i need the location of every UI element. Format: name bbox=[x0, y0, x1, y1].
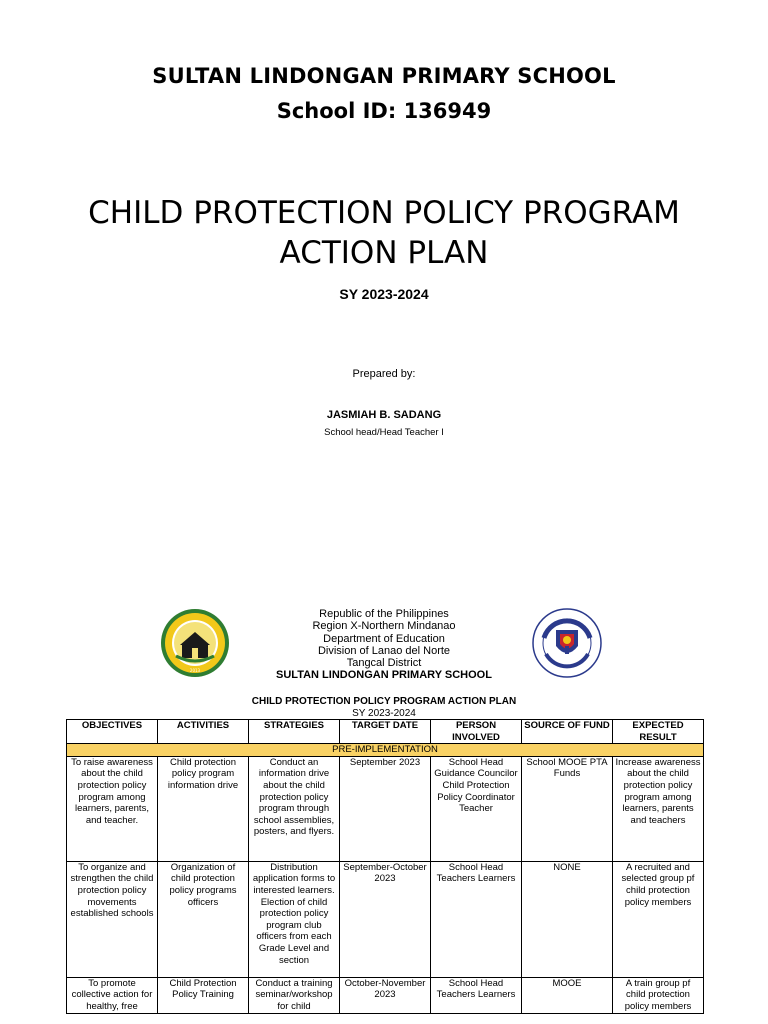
cell-strategies: Distribution application forms to interested learners. Election of child protection policy program club officers from each Grade Level and section bbox=[249, 861, 340, 977]
letterhead-line-5: Tangcal District bbox=[346, 657, 422, 670]
table-row bbox=[67, 756, 704, 861]
letterhead-line-1: Republic of the Philippines bbox=[319, 608, 449, 620]
school-year: SY 2023-2024 bbox=[339, 286, 429, 302]
letterhead-line-2: Region X-Northern Mindanao bbox=[312, 620, 456, 633]
column-header-objectives: OBJECTIVES bbox=[67, 720, 158, 744]
cell-person-involved: School Head Teachers Learners bbox=[431, 977, 522, 1013]
cell-source-of-fund: MOOE bbox=[522, 977, 613, 1013]
phase-row bbox=[67, 744, 704, 757]
letterhead-school: SULTAN LINDONGAN PRIMARY SCHOOL bbox=[276, 669, 492, 682]
preparer-name: JASMIAH B. SADANG bbox=[326, 409, 442, 421]
column-header-target-date: TARGET DATE bbox=[340, 720, 431, 744]
column-header-source-of-fund: SOURCE OF FUND bbox=[522, 720, 613, 744]
cell-person-involved: School Head Guidance Councilor Child Protection Policy Coordinator Teacher bbox=[431, 756, 522, 861]
cell-target-date: September 2023 bbox=[340, 756, 431, 861]
preparer-role: School head/Head Teacher I bbox=[324, 427, 444, 438]
cell-expected-result: A recruited and selected group pf child protection policy members bbox=[613, 861, 704, 977]
phase-label: PRE-IMPLEMENTATION bbox=[67, 744, 704, 757]
cell-activities: Organization of child protection policy programs officers bbox=[158, 861, 249, 977]
table-row bbox=[67, 861, 704, 977]
cell-activities: Child protection policy program information drive bbox=[158, 756, 249, 861]
cell-strategies: Conduct an information drive about the child protection policy program through school assemblies, posters, and flyers. bbox=[249, 756, 340, 861]
svg-text:2013: 2013 bbox=[189, 668, 201, 673]
cell-objectives: To promote collective action for healthy, free bbox=[67, 977, 158, 1013]
table-header-row bbox=[67, 720, 704, 744]
document-title-line2: ACTION PLAN bbox=[279, 235, 489, 271]
letterhead-line-3: Department of Education bbox=[323, 632, 445, 645]
cell-expected-result: Increase awareness about the child protection policy program among learners, parents and teachers bbox=[613, 756, 704, 861]
plan-title: CHILD PROTECTION POLICY PROGRAM ACTION PLAN bbox=[251, 696, 517, 707]
cell-objectives: To organize and strengthen the child protection policy movements established schools bbox=[67, 861, 158, 977]
document-title bbox=[0, 193, 768, 273]
letterhead bbox=[0, 608, 768, 682]
cell-person-involved: School Head Teachers Learners bbox=[431, 861, 522, 977]
school-name: SULTAN LINDONGAN PRIMARY SCHOOL bbox=[152, 64, 616, 88]
column-header-expected-result: EXPECTED RESULT bbox=[613, 720, 704, 744]
cell-source-of-fund: NONE bbox=[522, 861, 613, 977]
plan-school-year: SY 2023-2024 bbox=[352, 708, 416, 719]
table-row bbox=[67, 977, 704, 1013]
column-header-person-involved: PERSON INVOLVED bbox=[431, 720, 522, 744]
cell-objectives: To raise awareness about the child protection policy program among learners, parents, and teacher. bbox=[67, 756, 158, 861]
cell-target-date: October-November 2023 bbox=[340, 977, 431, 1013]
cell-strategies: Conduct a training seminar/workshop for child bbox=[249, 977, 340, 1013]
cell-target-date: September-October 2023 bbox=[340, 861, 431, 977]
column-header-strategies: STRATEGIES bbox=[249, 720, 340, 744]
letterhead-line-4: Division of Lanao del Norte bbox=[317, 644, 451, 657]
prepared-by-label: Prepared by: bbox=[352, 368, 416, 380]
school-id: School ID: 136949 bbox=[276, 99, 492, 123]
cell-source-of-fund: School MOOE PTA Funds bbox=[522, 756, 613, 861]
column-header-activities: ACTIVITIES bbox=[158, 720, 249, 744]
action-plan-table bbox=[66, 719, 704, 1014]
cell-activities: Child Protection Policy Training bbox=[158, 977, 249, 1013]
cell-expected-result: A train group pf child protection policy members bbox=[613, 977, 704, 1013]
document-title-line1: CHILD PROTECTION POLICY PROGRAM bbox=[88, 195, 680, 231]
